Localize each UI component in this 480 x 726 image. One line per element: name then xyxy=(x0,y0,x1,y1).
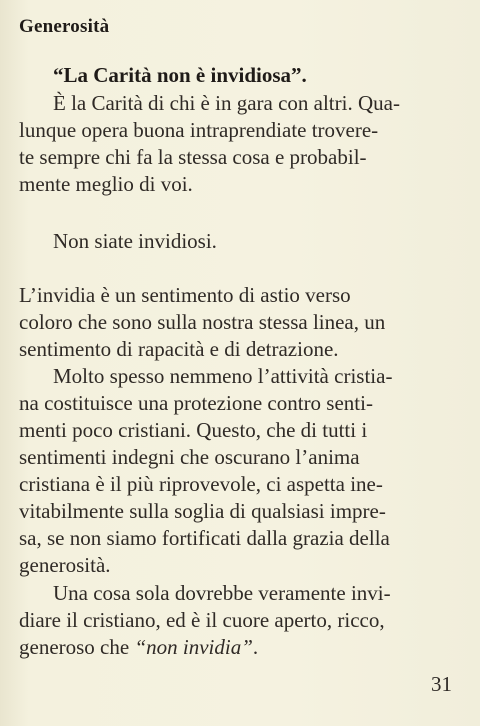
paragraph-4-line-8: generosità. xyxy=(19,553,111,577)
paragraph-4-line-3: menti poco cristiani. Questo, che di tutti i xyxy=(19,418,368,442)
paragraph-5-line-1: Una cosa sola dovrebbe veramente invi- xyxy=(53,581,391,605)
paragraph-4-line-1: Molto spesso nemmeno l’attività cristia- xyxy=(53,364,393,388)
paragraph-5-line-3-suffix: . xyxy=(252,635,259,659)
paragraph-4-line-2: na costituisce una protezione contro senti- xyxy=(19,391,373,415)
paragraph-2 xyxy=(19,228,451,255)
paragraph-3-line-3: sentimento di rapacità e di detrazione. xyxy=(19,337,339,361)
paragraph-5-line-3-prefix: generoso che xyxy=(19,635,135,659)
paragraph-1 xyxy=(19,90,451,198)
section-title: Generosità xyxy=(19,16,110,37)
paragraph-4-line-5: cristiana è il più riprovevole, ci aspetta ine- xyxy=(19,472,383,496)
paragraph-1-line-3: te sempre chi fa la stessa cosa e probabil- xyxy=(19,145,367,169)
heading-quote: “La Carità non è invidiosa”. xyxy=(53,63,307,87)
paragraph-3 xyxy=(19,282,451,363)
paragraph-4-line-4: sentimenti indegni che oscurano l’anima xyxy=(19,445,360,469)
quoted-phrase: “non invidia” xyxy=(134,635,253,659)
paragraph-1-line-2: lunque opera buona intraprendiate trovere- xyxy=(19,118,379,142)
paragraph-5 xyxy=(19,580,451,661)
paragraph-1-line-1: È la Carità di chi è in gara con altri. Qua- xyxy=(53,91,400,115)
paragraph-1-line-4: mente meglio di voi. xyxy=(19,172,193,196)
paragraph-3-line-1: L’invidia è un sentimento di astio verso xyxy=(19,283,351,307)
paragraph-4 xyxy=(19,363,451,579)
paragraph-5-line-2: diare il cristiano, ed è il cuore aperto, ricco, xyxy=(19,608,385,632)
paragraph-2-line-1: Non siate invidiosi. xyxy=(53,229,217,253)
paragraph-4-line-6: vitabilmente sulla soglia di qualsiasi impre- xyxy=(19,499,386,523)
paragraph-4-line-7: sa, se non siamo fortificati dalla grazia della xyxy=(19,526,390,550)
paragraph-5-line-3 xyxy=(19,634,451,661)
page-number: 31 xyxy=(431,672,452,696)
paragraph-3-line-2: coloro che sono sulla nostra stessa linea, un xyxy=(19,310,386,334)
